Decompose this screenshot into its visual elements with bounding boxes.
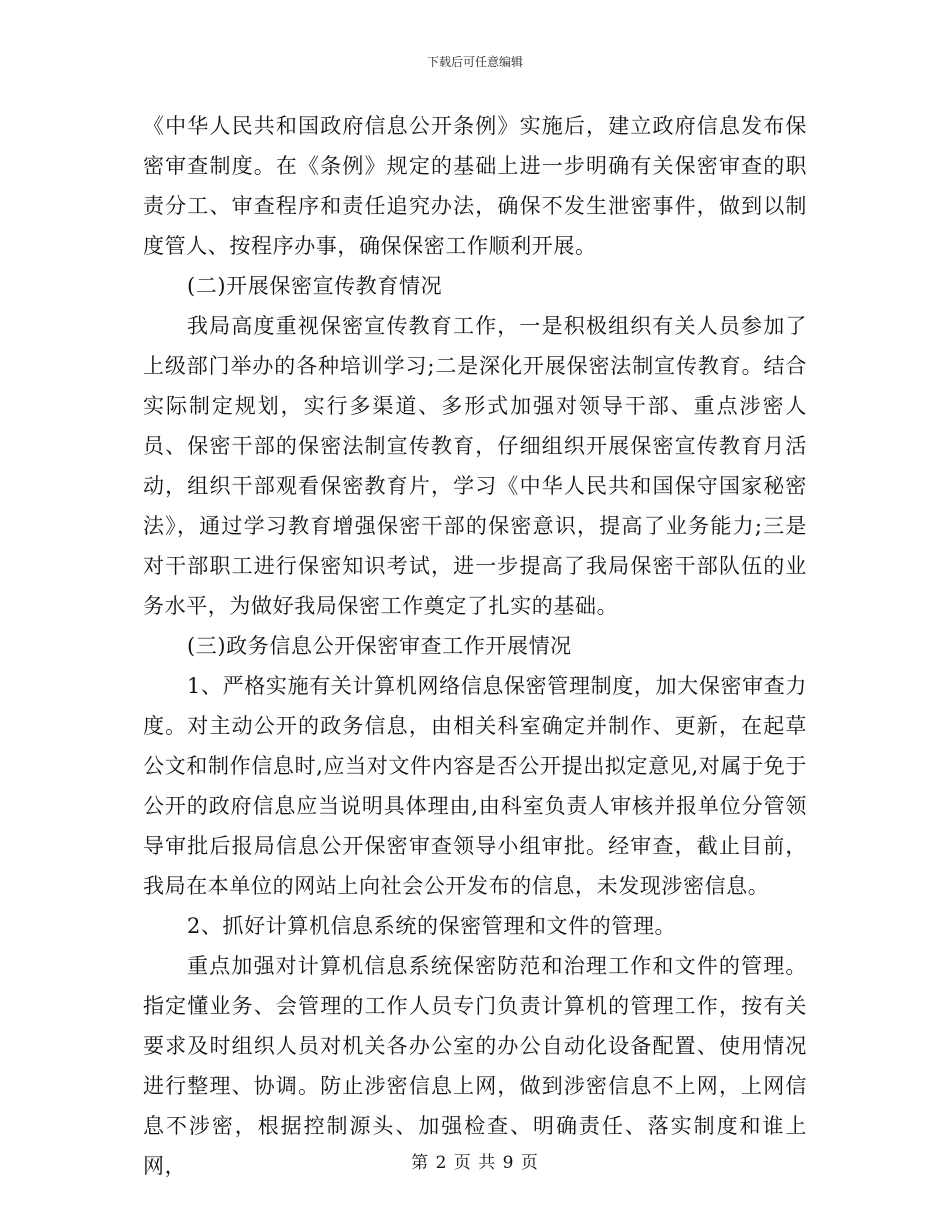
document-body [143, 106, 807, 1186]
page-header: 下载后可任意编辑 [426, 55, 523, 69]
section-heading-2: (二)开展保密宣传教育情况 [187, 274, 443, 298]
paragraph-education: 我局高度重视保密宣传教育工作，一是积极组织有关人员参加了上级部门举办的各种培训学习;二是深化开展保密法制宣传教育。结合实际制定规划，实行多渠道、多形式加强对领导干部、重点涉密人员、保密干部的保密法制宣传教育，仔细组织开展保密宣传教育月活动，组织干部观看保密教育片，学习《中华人民共和国保守国家秘密法》，通过学习教育增强保密干部的保密意识，提高了业务能力;三是对干部职工进行保密知识考试，进一步提高了我局保密干部队伍的业务水平，为做好我局保密工作奠定了扎实的基础。 [143, 314, 807, 618]
paragraph-item-2-detail: 重点加强对计算机信息系统保密防范和治理工作和文件的管理。指定懂业务、会管理的工作人员专门负责计算机的管理工作，按有关要求及时组织人员对机关各办公室的办公自动化设备配置、使用情况进行整理、协调。防止涉密信息上网，做到涉密信息不上网，上网信息不涉密，根据控制源头、加强检查、明确责任、落实制度和谁上网， [143, 954, 807, 1178]
paragraph-item-1: 1、严格实施有关计算机网络信息保密管理制度，加大保密审查力度。对主动公开的政务信息，由相关科室确定并制作、更新，在起草公文和制作信息时,应当对文件内容是否公开提出拟定意见,对属于免于公开的政府信息应当说明具体理由,由科室负责人审核并报单位分管领导审批后报局信息公开保密审查领导小组审批。经审查，截止目前，我局在本单位的网站上向社会公开发布的信息，未发现涉密信息。 [143, 674, 807, 898]
paragraph-continuation: 《中华人民共和国政府信息公开条例》实施后，建立政府信息发布保密审查制度。在《条例》规定的基础上进一步明确有关保密审查的职责分工、审查程序和责任追究办法，确保不发生泄密事件，做到以制度管人、按程序办事，确保保密工作顺利开展。 [143, 114, 807, 258]
section-heading-3: (三)政务信息公开保密审查工作开展情况 [187, 634, 572, 658]
page-number-footer: 第 2 页 共 9 页 [411, 1153, 539, 1173]
paragraph-item-2: 2、抓好计算机信息系统的保密管理和文件的管理。 [187, 914, 677, 938]
